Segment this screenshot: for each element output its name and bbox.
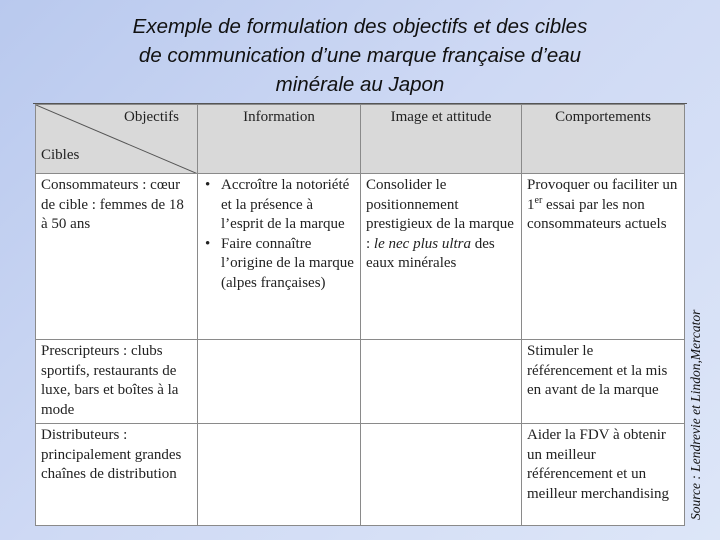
bullet-item <box>203 176 355 235</box>
header-row <box>36 105 685 174</box>
information-consommateurs <box>198 174 361 340</box>
title-line-3: minérale au Japon <box>275 73 445 96</box>
information-distributeurs <box>198 424 361 526</box>
behavior-text: Provoquer ou faciliter un 1 <box>527 177 678 213</box>
row-distributeurs <box>36 424 685 526</box>
bullet-text: Faire connaître l’origine de la marque (alpes françaises) <box>221 235 354 291</box>
header-comportements: Comportements <box>522 105 685 174</box>
bullet-item <box>203 235 355 294</box>
row-prescripteurs <box>36 340 685 424</box>
target-prescripteurs: Prescripteurs : clubs sportifs, restaurants de luxe, bars et boîtes à la mode <box>36 340 198 424</box>
row-consommateurs <box>36 174 685 340</box>
image-consommateurs <box>361 174 522 340</box>
image-text-end: des eaux minérales <box>366 235 495 271</box>
comportement-prescripteurs: Stimuler le référencement et la mis en avant de la marque <box>522 340 685 424</box>
objectives-table <box>35 104 685 526</box>
comportement-distributeurs: Aider la FDV à obtenir un meilleur référencement et un meilleur merchandising <box>522 424 685 526</box>
information-prescripteurs <box>198 340 361 424</box>
slide-title <box>0 12 720 99</box>
behavior-text-end: essai par les non consommateurs actuels <box>527 196 667 232</box>
targets-label: Cibles <box>41 147 80 163</box>
bullet-icon: • <box>205 235 211 252</box>
image-distributeurs <box>361 424 522 526</box>
comportement-consommateurs <box>522 174 685 340</box>
title-line-1: Exemple de formulation des objectifs et des cibles <box>132 15 588 38</box>
objectives-label: Objectifs <box>124 109 179 125</box>
target-consommateurs: Consommateurs : cœur de cible : femmes de 18 à 50 ans <box>36 174 198 340</box>
header-information: Information <box>198 105 361 174</box>
source-citation: Source : Lendrevie et Lindon,Mercator <box>688 309 703 520</box>
bullet-text: Accroître la notoriété et la présence à l’esprit de la marque <box>221 177 350 232</box>
superscript-er: er <box>534 194 543 206</box>
header-image-attitude: Image et attitude <box>361 105 522 174</box>
image-text: Consolider le positionnement prestigieux de la marque : <box>366 177 514 252</box>
image-prescripteurs <box>361 340 522 424</box>
title-line-2: de communication d’une marque française d’eau <box>138 44 582 67</box>
target-distributeurs: Distributeurs : principalement grandes chaînes de distribution <box>36 424 198 526</box>
image-text-italic: le nec plus ultra <box>373 235 471 252</box>
bullet-icon: • <box>205 177 211 193</box>
corner-header-cell <box>36 105 198 174</box>
